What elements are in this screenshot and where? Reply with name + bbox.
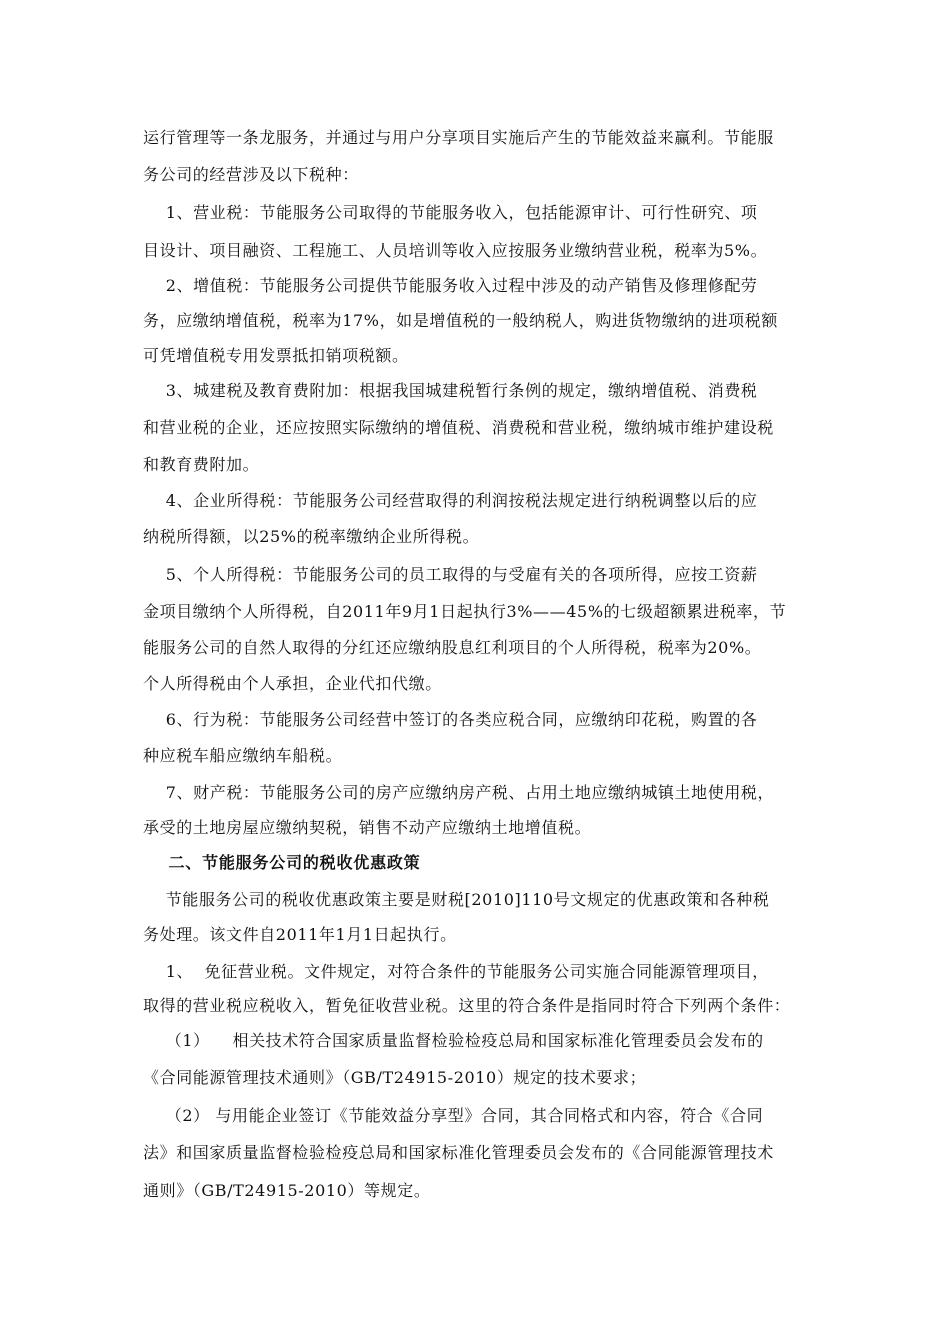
text-line: 务，应缴纳增值税，税率为17%，如是增值税的一般纳税人，购进货物缴纳的进项税额: [143, 311, 778, 330]
text-line: 可凭增值税专用发票抵扣销项税额。: [143, 346, 409, 365]
text-line: 5、个人所得税：节能服务公司的员工取得的与受雇有关的各项所得，应按工资薪: [143, 565, 758, 584]
text-line: 1、 免征营业税。文件规定，对符合条件的节能服务公司实施合同能源管理项目，: [143, 962, 769, 981]
text-line: （2） 与用能企业签订《节能效益分享型》合同，其合同格式和内容，符合《合同: [143, 1106, 764, 1125]
text-line: 取得的营业税应税收入，暂免征收营业税。这里的符合条件是指同时符合下列两个条件：: [143, 996, 791, 1015]
text-line: （1） 相关技术符合国家质量监督检验检疫总局和国家标准化管理委员会发布的: [143, 1031, 764, 1050]
text-line: 务公司的经营涉及以下税种：: [143, 165, 359, 184]
text-line: 金项目缴纳个人所得税，自2011年9月1日起执行3%——45%的七级超额累进税率，节: [143, 602, 787, 621]
text-line: 3、城建税及教育费附加：根据我国城建税暂行条例的规定，缴纳增值税、消费税: [143, 381, 758, 400]
text-line: 能服务公司的自然人取得的分红还应缴纳股息红利项目的个人所得税，税率为20%。: [143, 638, 762, 657]
text-line: 法》和国家质量监督检验检疫总局和国家标准化管理委员会发布的《合同能源管理技术: [143, 1143, 774, 1162]
text-line: 1、营业税：节能服务公司取得的节能服务收入，包括能源审计、可行性研究、项: [143, 203, 758, 222]
text-line: 节能服务公司的税收优惠政策主要是财税[2010]110号文规定的优惠政策和各种税: [143, 890, 770, 909]
text-line: 纳税所得额，以25%的税率缴纳企业所得税。: [143, 527, 480, 546]
text-line: 6、行为税：节能服务公司经营中签订的各类应税合同，应缴纳印花税，购置的各: [143, 710, 758, 729]
text-line: 和营业税的企业，还应按照实际缴纳的增值税、消费税和营业税，缴纳城市维护建设税: [143, 418, 774, 437]
text-line: 务处理。该文件自2011年1月1日起执行。: [143, 925, 457, 944]
text-line: 目设计、项目融资、工程施工、人员培训等收入应按服务业缴纳营业税，税率为5%。: [143, 241, 768, 260]
section-heading: 二、节能服务公司的税收优惠政策: [143, 853, 421, 872]
text-line: 7、财产税：节能服务公司的房产应缴纳房产税、占用土地应缴纳城镇土地使用税，: [143, 783, 775, 802]
text-line: 运行管理等一条龙服务，并通过与用户分享项目实施后产生的节能效益来赢利。节能服: [143, 128, 774, 147]
text-line: 种应税车船应缴纳车船税。: [143, 746, 343, 765]
text-line: 《合同能源管理技术通则》（GB/T24915-2010）规定的技术要求；: [143, 1068, 647, 1087]
text-line: 2、增值税：节能服务公司提供节能服务收入过程中涉及的动产销售及修理修配劳: [143, 276, 758, 295]
text-line: 通则》（GB/T24915-2010）等规定。: [143, 1181, 431, 1200]
text-line: 承受的土地房屋应缴纳契税，销售不动产应缴纳土地增值税。: [143, 818, 592, 837]
text-line: 个人所得税由个人承担，企业代扣代缴。: [143, 674, 442, 693]
text-line: 和教育费附加。: [143, 455, 260, 474]
text-line: 4、企业所得税：节能服务公司经营取得的利润按税法规定进行纳税调整以后的应: [143, 491, 758, 510]
